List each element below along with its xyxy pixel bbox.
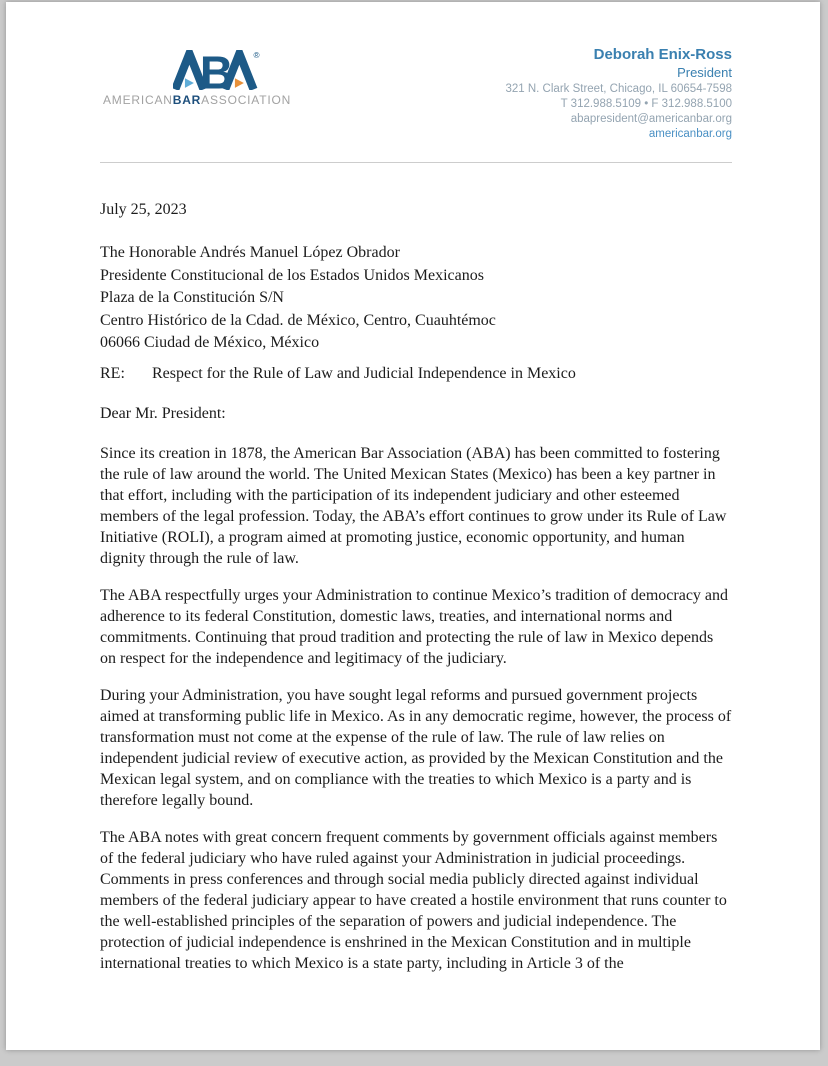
recipient-line: Plaza de la Constitución S/N: [100, 289, 284, 306]
aba-logo-mark-icon: [173, 50, 261, 90]
re-label: RE:: [100, 364, 125, 382]
re-subject: Respect for the Rule of Law and Judicial Independence in Mexico: [152, 364, 576, 382]
letter-date: July 25, 2023: [100, 201, 187, 218]
salutation: Dear Mr. President:: [100, 404, 226, 422]
logo-letter-b: B: [199, 50, 234, 90]
tagline-american: AMERICAN: [103, 93, 173, 107]
tagline-association: ASSOCIATION: [201, 93, 292, 107]
header-divider: [100, 162, 732, 163]
body-paragraph: Since its creation in 1878, the American Bar Association (ABA) has been committed to fostering the rule of law around the world. The United Mexican States (Mexico) has been a key partner in that effort, including with the participation of its independent judiciary and other esteemed members of the legal profession. Today, the ABA’s effort continues to grow under its Rule of Law Initiative (ROLI), a program aimed at promoting justice, economic opportunity, and human dignity through the rule of law.: [100, 444, 727, 567]
body-paragraph: The ABA respectfully urges your Administration to continue Mexico’s tradition of democracy and adherence to its federal Constitution, domestic laws, treaties, and international norms and commitments. Continuing that proud tradition and protecting the rule of law in Mexico depends on respect for the independence and legitimacy of the judiciary.: [100, 586, 729, 667]
body-paragraph: During your Administration, you have sought legal reforms and pursued government projects aimed at transforming public life in Mexico. As in any democratic regime, however, the process of transformation must not come at the expense of the rule of law. The rule of law relies on independent judicial review of executive action, as provided by the Mexican Constitution and the Mexican legal system, and on compliance with the treaties to which Mexico is a party and is therefore legally bound.: [100, 686, 732, 809]
letterhead-phones: T 312.988.5109 • F 312.988.5100: [560, 98, 732, 110]
aba-logo: [103, 50, 292, 107]
letterhead-title: President: [677, 65, 732, 80]
letterhead-email: abapresident@americanbar.org: [570, 113, 732, 125]
letter-body: [6, 199, 820, 974]
tagline-bar: BAR: [172, 93, 202, 107]
letterhead-address: 321 N. Clark Street, Chicago, IL 60654-7598: [505, 83, 732, 95]
body-paragraph: The ABA notes with great concern frequent comments by government officials against members of the federal judiciary who have ruled against your Administration in judicial proceedings. Comments in press conferences and through social media publicly directed against individual members of the federal judiciary appear to have created a hostile environment that runs counter to the well-established principles of the separation of powers and judicial independence. The protection of judicial independence is enshrined in the Mexican Constitution and in multiple international treaties to which Mexico is a state party, including in Article 3 of the: [100, 828, 727, 972]
recipient-line: Centro Histórico de la Cdad. de México, Centro, Cuauhtémoc: [100, 311, 496, 329]
recipient-line: 06066 Ciudad de México, México: [100, 334, 320, 351]
blue-arrow-icon: [185, 78, 194, 88]
logo-tagline: [103, 93, 292, 107]
letterhead: [6, 2, 820, 162]
letterhead-name: Deborah Enix-Ross: [593, 46, 732, 63]
recipient-address: [100, 242, 732, 355]
registered-mark: ®: [253, 51, 260, 61]
orange-arrow-icon: [235, 78, 244, 88]
re-line: [100, 363, 732, 384]
letter-paper: [6, 2, 820, 1050]
recipient-line: Presidente Constitucional de los Estados Unidos Mexicanos: [100, 266, 484, 284]
recipient-line: The Honorable Andrés Manuel López Obrador: [100, 244, 400, 261]
letterhead-contact-block: [505, 46, 732, 142]
letterhead-website: americanbar.org: [648, 128, 732, 140]
